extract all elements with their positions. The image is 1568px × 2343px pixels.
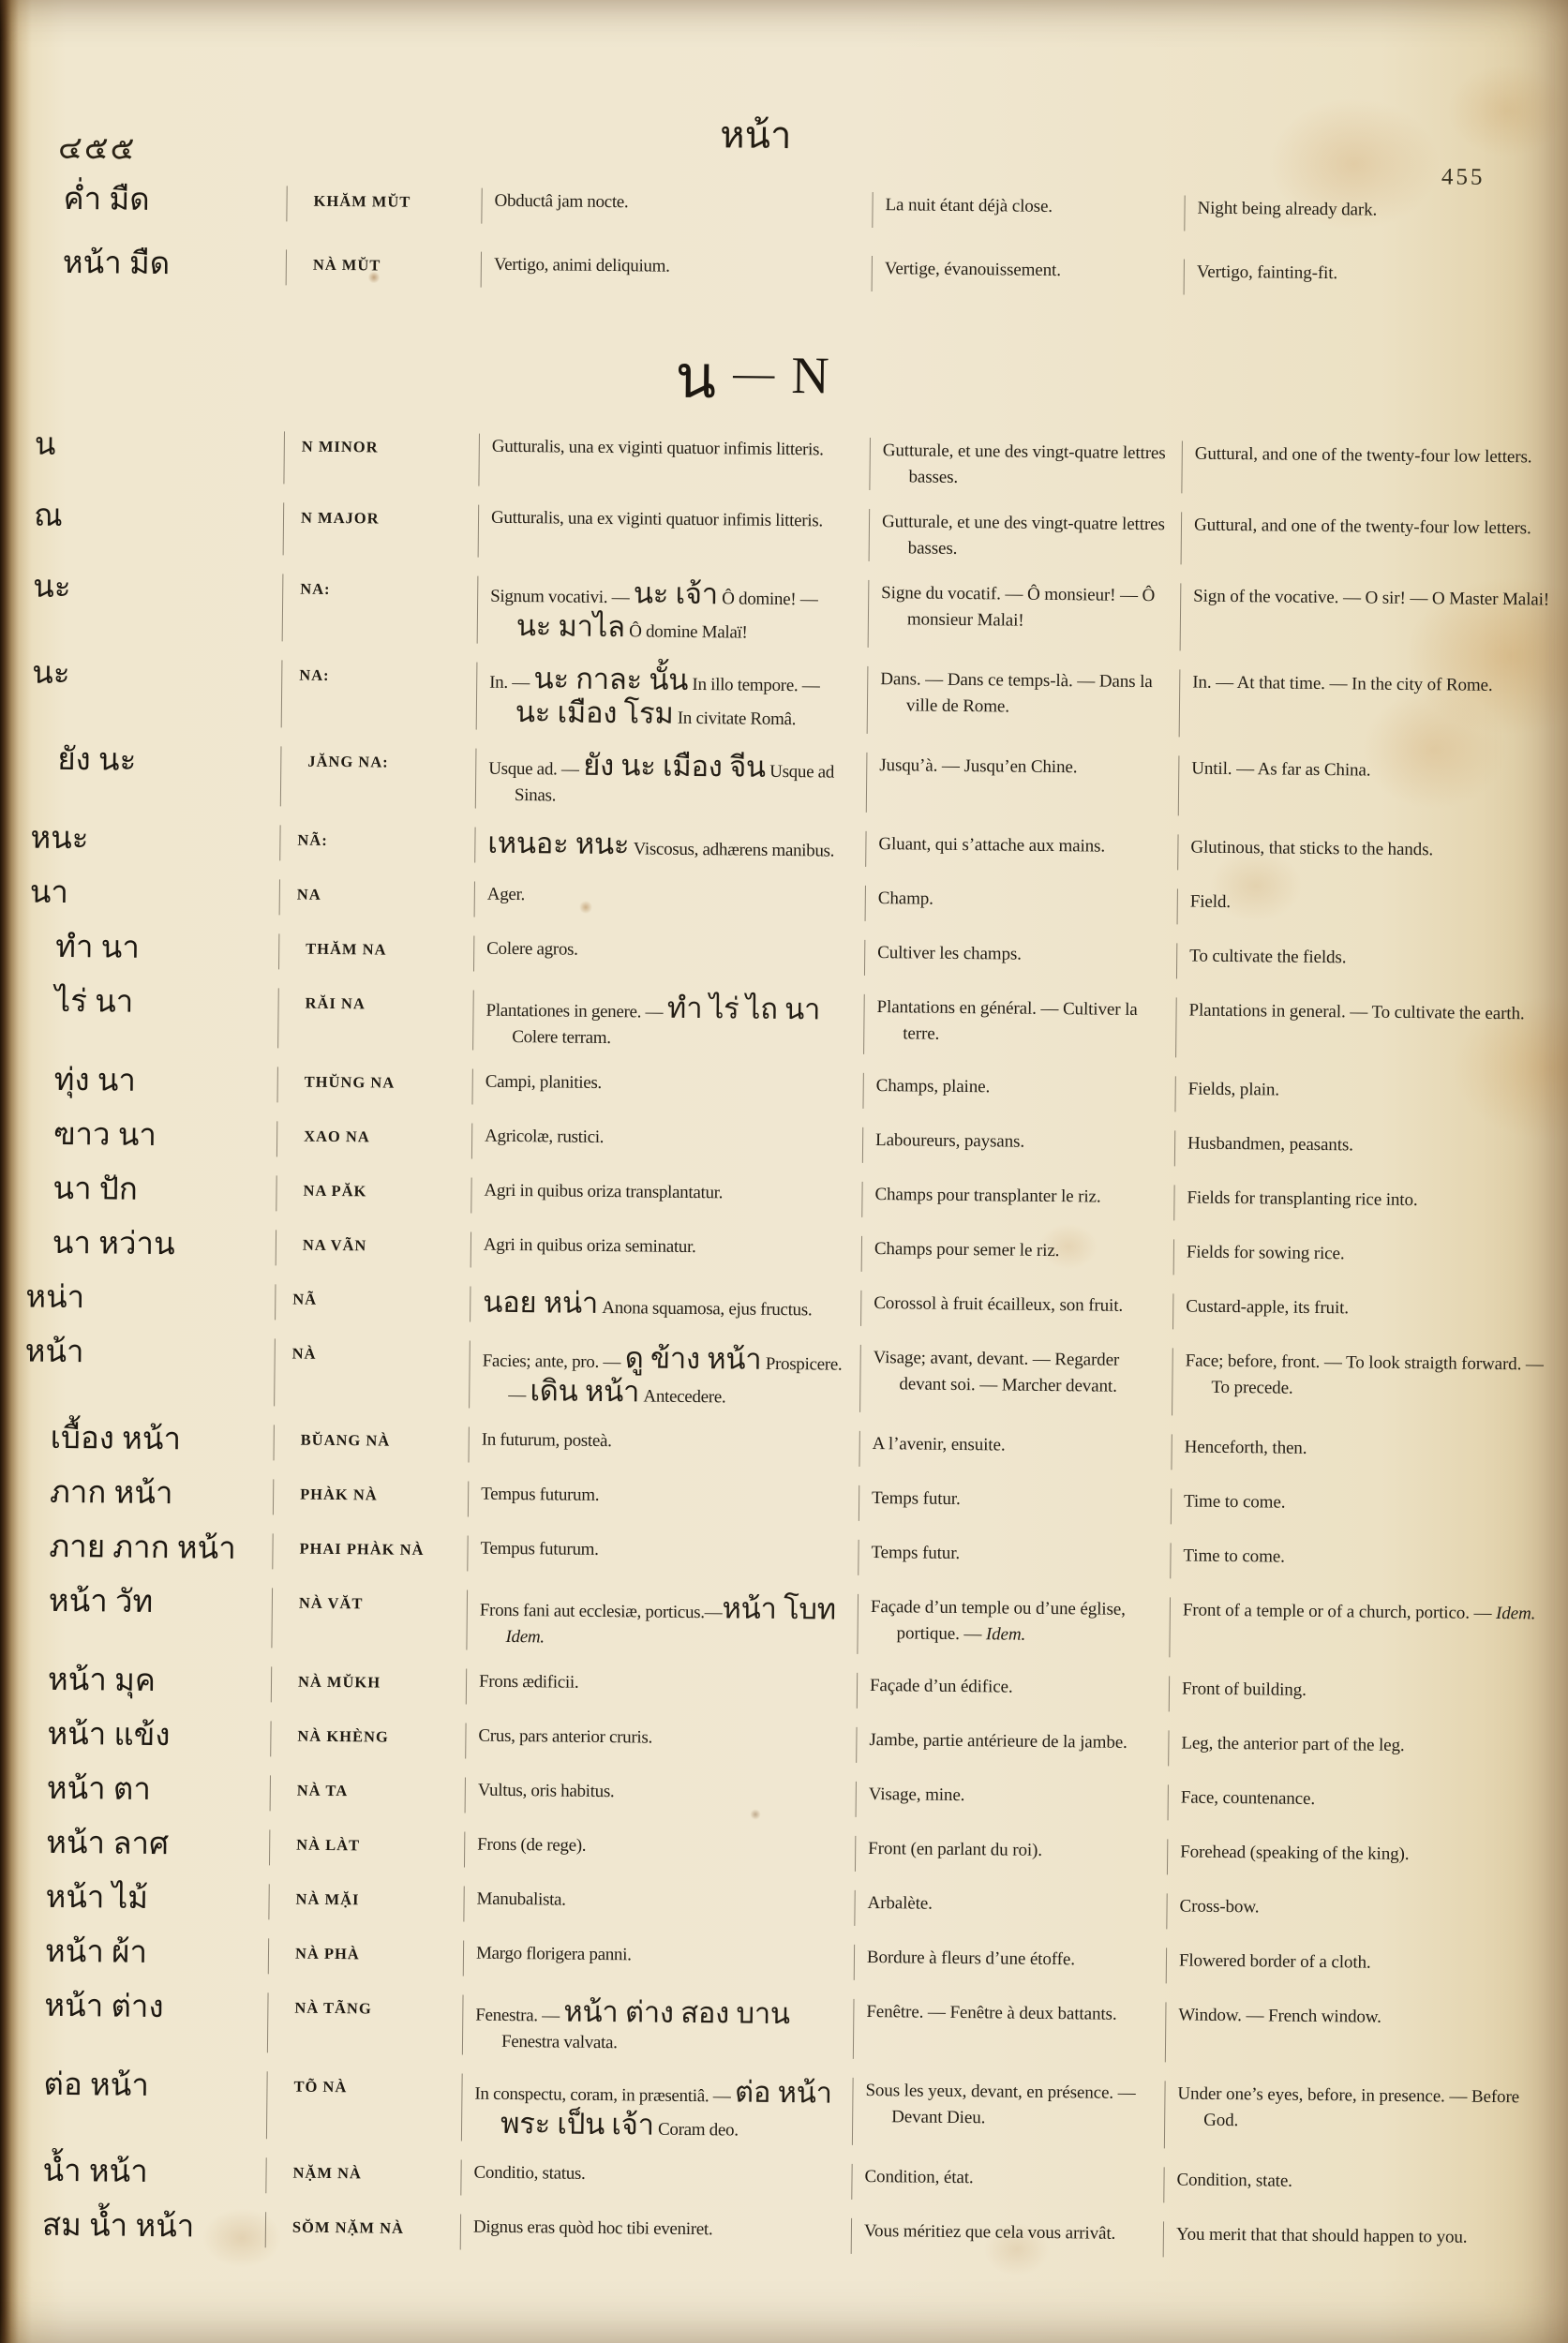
definition-text: Guttural, and one of the twenty-four low letters. [1194, 443, 1532, 468]
french-definition [865, 831, 1177, 870]
english-definition [1181, 512, 1568, 568]
french-definition [851, 2164, 1163, 2202]
definition-text: Husbandmen, peasants. [1187, 1133, 1353, 1156]
definition-text: Night being already dark. [1197, 198, 1378, 220]
romanization: NÀ MẶI [268, 1884, 463, 1921]
definition-text: Flowered border of a cloth. [1178, 1950, 1371, 1973]
definition-text: Face, countenance. [1180, 1787, 1316, 1809]
french-definition [862, 1127, 1174, 1166]
dictionary-table [0, 421, 1568, 2272]
english-definition [1166, 1948, 1555, 1987]
french-definition [860, 1291, 1172, 1329]
latin-definition [463, 1940, 854, 1979]
romanization: NÃ: [279, 825, 474, 862]
english-definition [1174, 1076, 1563, 1115]
definition-text: Front (en parlant du roi). [868, 1839, 1043, 1860]
definition-text: Margo florigera panni. [475, 1943, 632, 1965]
french-definition [867, 666, 1180, 737]
definition-text: You merit that that should happen to you. [1175, 2224, 1468, 2247]
thai-word: หน้า ตา [46, 1771, 152, 1807]
definition-text: Temps futur. [871, 1543, 961, 1564]
definition-text: Sign of the vocative. — O sir! — O Master Malai! [1193, 586, 1550, 610]
french-definition [856, 1727, 1168, 1766]
definition-text: Vertige, évanouissement. [884, 259, 1062, 281]
thai-word: หน้า แข้ง [47, 1717, 171, 1754]
definition-text: Temps futur. [872, 1488, 961, 1510]
french-definition [857, 1594, 1170, 1657]
definition-text: In. — [489, 672, 534, 694]
romanization: PHAI PHÀK NÀ [272, 1533, 467, 1571]
thai-word: หนะ [30, 821, 89, 857]
definition-text: Jusqu’à. — Jusqu’en Chine. [879, 755, 1078, 778]
english-definition [1174, 1130, 1563, 1170]
english-definition [1165, 2002, 1555, 2066]
romanization: NÀ PHÀ [268, 1938, 463, 1976]
definition-text: In. — At that time. — In the city of Rome. [1192, 672, 1493, 695]
definition-text: To cultivate the fields. [1189, 946, 1347, 968]
latin-definition [466, 1590, 858, 1654]
definition-text: Facies; ante, pro. — [482, 1351, 625, 1373]
romanization: BŬANG NÀ [274, 1425, 469, 1462]
french-definition [863, 994, 1176, 1057]
definition-text: Field. [1189, 891, 1232, 913]
definition-text: Window. — French window. [1178, 2005, 1382, 2027]
thai-word: น้ำ หน้า [42, 2154, 148, 2189]
latin-definition [469, 1341, 860, 1412]
latin-definition [470, 1232, 861, 1272]
english-definition [1172, 1348, 1561, 1419]
thai-inline-text: นะ เจ้า [633, 576, 719, 611]
definition-text: Anona squamosa, ejus fructus. [597, 1297, 813, 1321]
latin-definition [481, 188, 872, 228]
english-definition [1184, 195, 1568, 234]
thai-word: หน้า มุค [47, 1663, 157, 1699]
running-head: หน้า [720, 113, 792, 157]
english-definition [1168, 1784, 1557, 1824]
french-definition [869, 438, 1182, 493]
definition-text: Gutturale, et une des vingt-quatre lettres basses. [882, 440, 1166, 487]
romanization: NA: [281, 660, 477, 729]
thai-inline-text: นอย หน่า [483, 1285, 599, 1320]
thai-word: หน้า มืด [62, 246, 171, 282]
definition-text: Custard-apple, its fruit. [1186, 1296, 1350, 1319]
latin-definition [463, 1886, 854, 1925]
romanization: THŬNG NA [277, 1067, 472, 1104]
definition-text: Plantationes in genere. — [485, 1000, 667, 1022]
romanization: NA: [282, 574, 478, 643]
definition-text: Vous méritiez que cela vous arrivât. [863, 2220, 1116, 2244]
definition-text: Laboureurs, paysans. [875, 1130, 1025, 1152]
latin-definition [478, 505, 870, 561]
romanization: NÀ VĂT [271, 1588, 467, 1649]
latin-definition [471, 1069, 862, 1109]
thai-word: หน้า วัท [48, 1584, 154, 1620]
thai-word: ภาก หน้า [49, 1475, 173, 1512]
french-definition [861, 1182, 1173, 1220]
definition-text: La nuit étant déjà close. [885, 195, 1053, 216]
english-definition [1168, 1730, 1557, 1769]
thai-word: ภาย ภาก หน้า [49, 1530, 236, 1566]
definition-text: Time to come. [1183, 1491, 1286, 1513]
thai-word: ณ [33, 499, 63, 533]
definition-text: Usque ad. — [488, 758, 584, 780]
romanization: N MAJOR [283, 502, 479, 557]
section-heading [3, 321, 1503, 433]
thai-word: หน้า [24, 1335, 84, 1370]
english-definition [1169, 1676, 1558, 1715]
definition-text: In civitate Româ. [673, 708, 797, 730]
definition-text: Champ. [877, 888, 933, 909]
definition-text: Usque ad Sinas. [514, 761, 835, 806]
definition-text: Champs, plaine. [875, 1076, 991, 1097]
definition-text: Dignus eras quòd hoc tibi eveniret. [472, 2216, 713, 2240]
definition-text: Campi, planities. [485, 1071, 603, 1093]
definition-text: Forehead (speaking of the king). [1180, 1842, 1410, 1865]
definition-text: Vultus, oris habitus. [477, 1780, 615, 1802]
french-definition [858, 1540, 1170, 1578]
definition-text: Agri in quibus oriza seminatur. [483, 1234, 696, 1258]
definition-text: Guttural, and one of the twenty-four low letters. [1193, 515, 1531, 539]
definition-text: Gutturalis, una ex viginti quatuor infimis litteris. [490, 507, 823, 531]
definition-text: Tempus futurum. [480, 1538, 599, 1560]
latin-definition [477, 576, 869, 648]
definition-text: Frons ædificii. [478, 1671, 579, 1693]
definition-text: Condition, état. [864, 2166, 974, 2188]
thai-word: ค่ำ มืด [63, 182, 150, 217]
romanization: NÀ TA [270, 1775, 465, 1813]
definition-text: A l’avenir, ensuite. [872, 1434, 1006, 1455]
latin-definition [472, 991, 864, 1054]
french-definition [861, 1236, 1173, 1275]
thai-inline-text: ทำ ไร่ ไถ นา [666, 991, 821, 1026]
french-definition [859, 1345, 1172, 1415]
thai-word: หน้า ผ้า [44, 1934, 148, 1970]
romanization: NÃ [275, 1284, 470, 1321]
thai-inline-text: หน้า โบท [722, 1591, 837, 1626]
thai-inline-text: นะ กาละ นั้น [533, 662, 689, 696]
thai-page-number: ๔๕๕ [57, 130, 137, 167]
english-definition [1180, 583, 1568, 654]
thai-word: นา หว่าน [52, 1226, 175, 1262]
dict-row [0, 1328, 1561, 1431]
latin-definition [468, 1427, 859, 1467]
definition-text: Gluant, qui s’attache aux mains. [878, 834, 1106, 857]
thai-inline-text: เหนอะ หนะ [487, 826, 630, 861]
latin-definition [460, 2214, 851, 2253]
latin-definition [471, 1124, 862, 1163]
definition-text: Bordure à fleurs d’une étoffe. [866, 1948, 1076, 1970]
definition-text: In conspectu, coram, in præsentiâ. — [474, 2083, 736, 2107]
english-definition [1179, 669, 1568, 740]
definition-text: Obductâ jam nocte. [494, 190, 629, 213]
french-definition [852, 2078, 1165, 2148]
romanization: NA PĂK [276, 1175, 470, 1213]
latin-definition [462, 1994, 854, 2058]
definition-text: Condition, state. [1176, 2170, 1293, 2191]
english-definition [1169, 1597, 1559, 1661]
definition-text: Plantations in general. — To cultivate the earth. [1188, 1000, 1525, 1024]
definition-text: Colere agros. [486, 938, 578, 960]
french-definition [872, 192, 1184, 231]
thai-inline-text: หน้า ต่าง สอง บาน [563, 1994, 790, 2031]
definition-text: Viscosus, adhærens manibus. [629, 839, 835, 861]
definition-text: Prospicere. — [508, 1353, 843, 1406]
english-definition [1171, 1488, 1560, 1528]
definition-text: Fenestra. — [475, 2005, 564, 2026]
english-definition [1173, 1239, 1562, 1278]
romanization: NÀ LÀT [269, 1829, 464, 1867]
definition-text: Agricolæ, rustici. [485, 1126, 605, 1148]
romanization: TÕ NÀ [266, 2071, 462, 2141]
latin-definition [481, 252, 872, 291]
definition-text: Front of building. [1181, 1679, 1307, 1700]
latin-definition [465, 1777, 856, 1816]
section-letter-thai: น [675, 343, 717, 411]
thai-inline-text: นะ เมือง โรม [515, 695, 674, 730]
definition-text: Face; before, front. — To look straigth forward. — To precede. [1185, 1351, 1544, 1398]
romanization: NÀ [274, 1338, 470, 1408]
english-definition [1163, 2167, 1552, 2206]
thai-word: ทุ่ง นา [53, 1063, 137, 1098]
french-definition [872, 256, 1184, 294]
romanization: NÀ TÃNG [267, 1992, 463, 2054]
latin-definition [470, 1178, 861, 1217]
latin-definition [467, 1536, 858, 1575]
latin-definition [468, 1482, 859, 1521]
romanization: JĂNG NA: [280, 746, 476, 808]
continuation-rows [4, 172, 1568, 316]
english-definition [1175, 997, 1565, 1061]
romanization: NA VÃN [276, 1230, 470, 1267]
page-number: 455 [1441, 164, 1486, 190]
romanization: NA [279, 879, 474, 917]
thai-word: นา ปัก [52, 1172, 138, 1207]
latin-definition [461, 2073, 853, 2144]
definition-text: Façade d’un édifice. [869, 1676, 1013, 1697]
french-definition [855, 1836, 1167, 1874]
definition-text: Visage; avant, devant. — Regarder devant soi. — Marcher devant. [873, 1348, 1120, 1396]
romanization: NÀ MŬKH [271, 1666, 466, 1704]
thai-word: ยัง นะ [57, 742, 137, 778]
dict-row [1, 563, 1568, 666]
latin-definition [473, 936, 864, 976]
definition-text: Gutturale, et une des vingt-quatre lettres basses. [881, 512, 1165, 559]
thai-word: หน้า ลาศ [46, 1826, 170, 1862]
thai-word: ฃาว นา [52, 1117, 157, 1154]
thai-word: นะ [33, 570, 71, 605]
french-definition [864, 940, 1176, 978]
definition-text: Under one’s eyes, before, in presence. — Before God. [1177, 2083, 1520, 2131]
romanization: RĂI NA [277, 988, 473, 1050]
romanization: THĂM NA [278, 933, 473, 971]
latin-definition [466, 1669, 857, 1709]
definition-text: Frons (de rege). [477, 1834, 587, 1856]
definition-text: Visage, mine. [868, 1784, 965, 1806]
definition-text: Signe du vocatif. — Ô monsieur! — Ô monsieur Malai! [881, 583, 1156, 631]
romanization: NẶM NÀ [265, 2157, 460, 2195]
thai-word: ไร่ นา [54, 984, 134, 1020]
definition-text: Fields for transplanting rice into. [1187, 1187, 1418, 1211]
romanization: XAO NA [276, 1121, 471, 1158]
latin-definition [464, 1831, 855, 1871]
definition-text: Champs pour transplanter le riz. [874, 1185, 1101, 1207]
definition-text: Ager. [486, 884, 526, 905]
english-definition [1166, 1893, 1555, 1933]
thai-word: ต่อ หน้า [43, 2067, 150, 2103]
definition-text: Cultiver les champs. [877, 943, 1022, 964]
definition-text: Fenestra valvata. [500, 2031, 618, 2053]
definition-text: Cross-bow. [1179, 1896, 1260, 1918]
definition-text: Henceforth, then. [1184, 1437, 1307, 1458]
english-definition [1177, 834, 1566, 873]
definition-text: Coram deo. [653, 2119, 739, 2141]
definition-text: Tempus futurum. [481, 1484, 600, 1505]
latin-definition [474, 828, 865, 867]
latin-definition [470, 1287, 860, 1326]
thai-word: หน้า ไม้ [45, 1880, 149, 1916]
french-definition [859, 1485, 1171, 1524]
definition-text: Idem. [985, 1624, 1026, 1645]
dict-row [0, 2061, 1554, 2164]
definition-text: Antecedere. [638, 1386, 726, 1408]
definition-text: Ô domine Malaï! [624, 621, 748, 643]
definition-text: Sous les yeux, devant, en présence. — Devant Dieu. [865, 2080, 1136, 2128]
english-definition [1167, 1839, 1556, 1878]
english-definition [1171, 1434, 1560, 1473]
english-definition [1172, 1293, 1561, 1333]
thai-word: นา [29, 875, 69, 911]
definition-text: Colere terram. [512, 1026, 611, 1049]
romanization: NÀ MŬT [286, 249, 481, 287]
english-definition [1173, 1185, 1562, 1224]
section-letter-latin: N [790, 347, 832, 406]
thai-inline-text: ต่อ หน้า พระ เป็น เจ้า [500, 2075, 832, 2142]
latin-definition [460, 2159, 851, 2199]
english-definition [1163, 2221, 1552, 2261]
definition-text: Idem. [505, 1626, 545, 1648]
english-definition [1170, 1543, 1559, 1582]
french-definition [853, 1999, 1166, 2062]
english-definition [1181, 440, 1568, 497]
latin-definition [474, 882, 865, 921]
french-definition [857, 1673, 1169, 1711]
definition-text: Arbalète. [867, 1893, 933, 1914]
english-definition [1177, 888, 1566, 928]
definition-text: Conditio, status. [473, 2162, 586, 2184]
definition-text: Fenêtre. — Fenêtre à deux battants. [866, 2001, 1117, 2024]
definition-text: Manubalista. [476, 1888, 566, 1910]
definition-text: Glutinous, that sticks to the hands. [1190, 837, 1434, 860]
thai-word: เบื้อง หน้า [50, 1421, 182, 1457]
latin-definition [478, 434, 870, 490]
english-definition [1178, 755, 1568, 819]
definition-text: Idem. [1496, 1604, 1536, 1624]
romanization: SŎM NẶM NÀ [265, 2212, 460, 2249]
definition-text: Signum vocativi. — [490, 586, 634, 608]
definition-text: In futurum, posteà. [481, 1429, 612, 1452]
thai-word: หน่า [25, 1280, 85, 1316]
thai-word: นะ [32, 656, 70, 692]
latin-definition [475, 749, 867, 813]
definition-text: In illo tempore. — [687, 674, 820, 696]
definition-text: Frons fani aut ecclesiæ, porticus.— [479, 1600, 723, 1623]
french-definition [851, 2218, 1163, 2257]
french-definition [854, 1890, 1166, 1929]
thai-word: ทำ นา [55, 930, 141, 965]
definition-text: Fields, plain. [1187, 1079, 1280, 1100]
thai-word: น [34, 427, 56, 462]
definition-text: Ô domine! — [717, 589, 818, 610]
definition-text: Crus, pars anterior cruris. [478, 1725, 653, 1748]
french-definition [859, 1431, 1171, 1470]
french-definition [868, 580, 1181, 650]
romanization: NÀ KHÈNG [270, 1721, 465, 1758]
latin-definition [465, 1724, 856, 1763]
english-definition [1184, 259, 1568, 298]
definition-text: Vertigo, animi deliquium. [493, 254, 670, 276]
definition-text: Dans. — Dans ce temps-là. — Dans la ville de Rome. [880, 669, 1153, 717]
french-definition [862, 1073, 1174, 1112]
thai-inline-text: เดิน หน้า [530, 1374, 640, 1409]
romanization: N MINOR [283, 431, 479, 485]
thai-word: สม น้ำ หน้า [41, 2208, 195, 2245]
section-dash: — [733, 350, 775, 396]
french-definition [865, 886, 1177, 924]
french-definition [854, 1945, 1166, 1983]
thai-inline-text: ยัง นะ เมือง จีน [583, 748, 766, 783]
thai-word: หน้า ต่าง [44, 1989, 164, 2025]
definition-text: Front of a temple or of a church, portico. — [1182, 1600, 1497, 1624]
definition-text: Until. — As far as China. [1191, 758, 1371, 781]
french-definition [866, 753, 1179, 815]
definition-text: Plantations en général. — Cultiver la terre. [876, 997, 1138, 1044]
french-definition [869, 509, 1182, 564]
definition-text: Champs pour semer le riz. [874, 1239, 1060, 1261]
definition-text: Time to come. [1183, 1545, 1285, 1567]
definition-text: Fields for sowing rice. [1186, 1242, 1345, 1264]
romanization: KHĂM MŬT [286, 186, 481, 223]
definition-text: Façade d’un temple ou d’une église, portique. — [870, 1597, 1126, 1645]
thai-inline-text: ดู ข้าง หน้า [624, 1341, 762, 1376]
definition-text: Agri in quibus oriza transplantatur. [484, 1180, 724, 1203]
latin-definition [476, 663, 868, 734]
romanization: PHÀK NÀ [273, 1479, 468, 1516]
definition-text: Corossol à fruit écailleux, son fruit. [874, 1293, 1124, 1316]
thai-inline-text: นะ มาไล [515, 609, 625, 644]
english-definition [1164, 2081, 1554, 2152]
definition-text: Vertigo, fainting-fit. [1196, 261, 1338, 284]
definition-text: Jambe, partie antérieure de la jambe. [869, 1730, 1127, 1753]
english-definition [1176, 943, 1565, 982]
dict-row [0, 649, 1568, 753]
definition-text: Gutturalis, una ex viginti quatuor infimis litteris. [491, 436, 824, 460]
french-definition [856, 1782, 1168, 1820]
definition-text: Leg, the anterior part of the leg. [1181, 1733, 1405, 1755]
